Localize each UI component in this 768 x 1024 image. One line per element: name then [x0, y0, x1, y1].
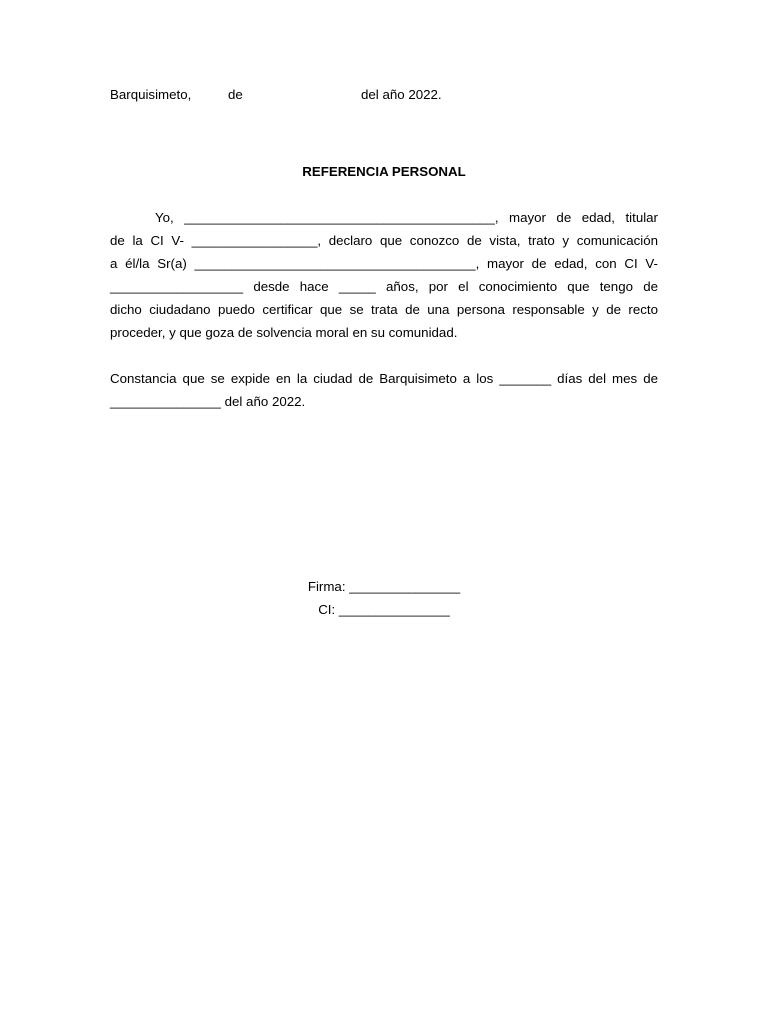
paragraph-line: _______________ del año 2022.	[110, 394, 306, 410]
paragraph-line: __________________ desde hace _____ años, por el conocimiento que tengo de	[110, 279, 658, 295]
paragraph-line: proceder, y que goza de solvencia moral en su comunidad.	[110, 325, 458, 341]
paragraph-declaration	[110, 206, 658, 345]
paragraph-constancia	[110, 367, 658, 413]
paragraph-line: Yo, __________________________________________, mayor de edad, titular	[155, 210, 658, 225]
paragraph-line: a él/la Sr(a) ______________________________________, mayor de edad, con CI V-	[110, 256, 658, 272]
signature-ci-line: CI: _______________	[318, 602, 450, 617]
date-line	[110, 86, 658, 104]
year-phrase: del año 2022.	[361, 87, 442, 102]
signature-firma-line: Firma: _______________	[307, 579, 461, 594]
signature-block	[110, 575, 658, 621]
paragraph-line: dicho ciudadano puedo certificar que se trata de una persona responsable y de recto	[110, 302, 658, 318]
paragraph-line: de la CI V- _________________, declaro que conozco de vista, trato y comunicación	[110, 233, 658, 249]
city-label: Barquisimeto,	[110, 87, 192, 102]
paragraph-line: Constancia que se expide en la ciudad de Barquisimeto a los _______ días del mes de	[110, 371, 658, 386]
document-title: REFERENCIA PERSONAL	[302, 164, 466, 179]
de-label: de	[228, 87, 243, 102]
